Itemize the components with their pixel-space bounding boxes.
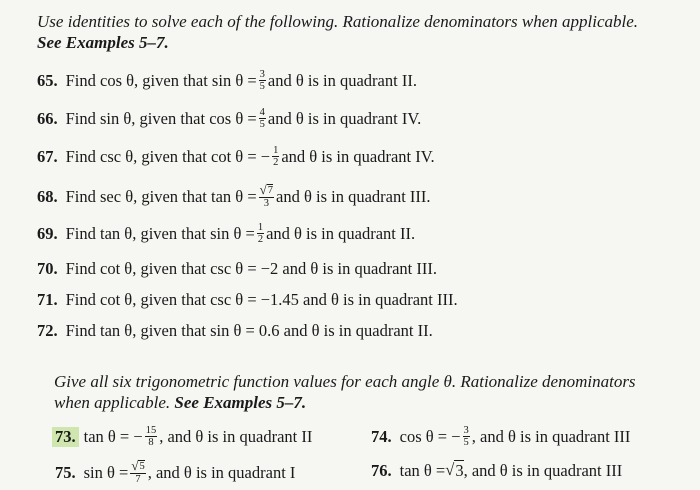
problem-text-post: and θ is in quadrant III. bbox=[276, 186, 431, 206]
problem-text-pre: Find sin θ, given that cos θ = bbox=[65, 108, 257, 128]
numerator bbox=[259, 184, 274, 198]
problem-65 bbox=[37, 69, 417, 92]
problem-68 bbox=[37, 184, 431, 209]
problem-number: 67. bbox=[37, 146, 58, 166]
sqrt bbox=[260, 184, 273, 196]
numerator: 4 bbox=[259, 107, 265, 118]
problem-76 bbox=[371, 460, 622, 481]
problem-text-pre: Find sec θ, given that tan θ = bbox=[65, 186, 257, 206]
denominator: 5 bbox=[259, 119, 265, 130]
numerator: 15 bbox=[145, 425, 157, 436]
problem-70 bbox=[37, 259, 437, 279]
denominator: 5 bbox=[259, 81, 265, 92]
section2-instruction-main: Give all six trigonometric function values for each angle θ. Rationalize denominators bbox=[54, 372, 636, 391]
problem-text-post: , and θ is in quadrant III bbox=[471, 426, 631, 446]
problem-text-post: and θ is in quadrant IV. bbox=[281, 146, 435, 166]
problem-69 bbox=[37, 222, 415, 245]
section1-instruction-main: Use identities to solve each of the following. Rationalize denominators when applicable. bbox=[37, 12, 639, 31]
denominator: 3 bbox=[263, 198, 269, 209]
section2-instruction bbox=[54, 371, 636, 413]
section2-see-examples: See Examples 5–7. bbox=[174, 393, 307, 412]
problem-number: 70. bbox=[37, 259, 58, 278]
problem-73 bbox=[55, 425, 312, 448]
numerator: 1 bbox=[273, 145, 279, 156]
problem-74 bbox=[371, 425, 630, 448]
denominator: 7 bbox=[135, 474, 141, 485]
problem-text-pre: sin θ = bbox=[83, 462, 129, 482]
problem-text-post: and θ is in quadrant IV. bbox=[267, 108, 422, 128]
fraction bbox=[259, 107, 266, 130]
radicand: 7 bbox=[267, 185, 274, 196]
fraction bbox=[257, 222, 264, 245]
radicand: 5 bbox=[139, 461, 145, 472]
problem-text-pre: Find tan θ, given that sin θ = bbox=[65, 223, 255, 243]
fraction bbox=[259, 184, 274, 209]
fraction bbox=[130, 460, 145, 485]
problem-number-highlighted: 73. bbox=[52, 427, 79, 447]
problem-number: 69. bbox=[37, 223, 58, 243]
numerator: 3 bbox=[259, 69, 265, 80]
problem-text-pre: tan θ = bbox=[399, 460, 446, 480]
problem-number: 74. bbox=[371, 426, 392, 446]
fraction bbox=[145, 425, 158, 448]
numerator: 3 bbox=[463, 425, 469, 436]
problem-number: 76. bbox=[371, 460, 392, 480]
problem-text-post: and θ is in quadrant II. bbox=[267, 70, 417, 90]
problem-text-post: , and θ is in quadrant II bbox=[159, 426, 313, 446]
problem-number: 75. bbox=[55, 462, 76, 482]
section1-instruction bbox=[37, 11, 638, 53]
problem-text-post: , and θ is in quadrant III bbox=[463, 460, 623, 480]
problem-71 bbox=[37, 290, 458, 310]
problem-number: 71. bbox=[37, 290, 58, 309]
fraction bbox=[259, 69, 266, 92]
problem-66 bbox=[37, 107, 421, 130]
denominator: 5 bbox=[463, 437, 469, 448]
section1-see-examples: See Examples 5–7. bbox=[37, 33, 169, 52]
problem-text-post: and θ is in quadrant II. bbox=[266, 223, 416, 243]
radical-sign: √ bbox=[445, 460, 455, 479]
problem-number: 68. bbox=[37, 186, 58, 206]
problem-number: 66. bbox=[37, 108, 58, 128]
denominator: 2 bbox=[273, 157, 279, 168]
problem-72 bbox=[37, 321, 433, 341]
radicand: 3 bbox=[455, 461, 464, 480]
numerator: 1 bbox=[257, 222, 264, 233]
problem-text-pre: cos θ = − bbox=[399, 426, 461, 446]
sqrt bbox=[131, 460, 144, 472]
sqrt bbox=[445, 460, 463, 481]
denominator: 8 bbox=[148, 437, 154, 448]
denominator: 2 bbox=[257, 234, 264, 245]
problem-text: Find tan θ, given that sin θ = 0.6 and θ is in quadrant II. bbox=[65, 321, 433, 340]
problem-text: Find cot θ, given that csc θ = −1.45 and θ is in quadrant III. bbox=[65, 290, 458, 309]
radical-sign: √ bbox=[131, 458, 139, 473]
section2-instruction-line2: when applicable. bbox=[54, 393, 171, 412]
radical-sign: √ bbox=[259, 182, 267, 197]
fraction bbox=[272, 145, 279, 168]
problem-text-pre: Find cos θ, given that sin θ = bbox=[65, 70, 257, 90]
numerator bbox=[130, 460, 145, 474]
fraction bbox=[463, 425, 470, 448]
problem-text-pre: Find csc θ, given that cot θ = − bbox=[65, 146, 271, 166]
problem-number: 65. bbox=[37, 70, 58, 90]
problem-text-post: , and θ is in quadrant I bbox=[147, 462, 296, 482]
problem-text-pre: tan θ = − bbox=[83, 426, 143, 446]
problem-number: 72. bbox=[37, 321, 58, 340]
problem-67 bbox=[37, 145, 435, 168]
problem-75 bbox=[55, 460, 295, 485]
problem-text: Find cot θ, given that csc θ = −2 and θ is in quadrant III. bbox=[65, 259, 437, 278]
